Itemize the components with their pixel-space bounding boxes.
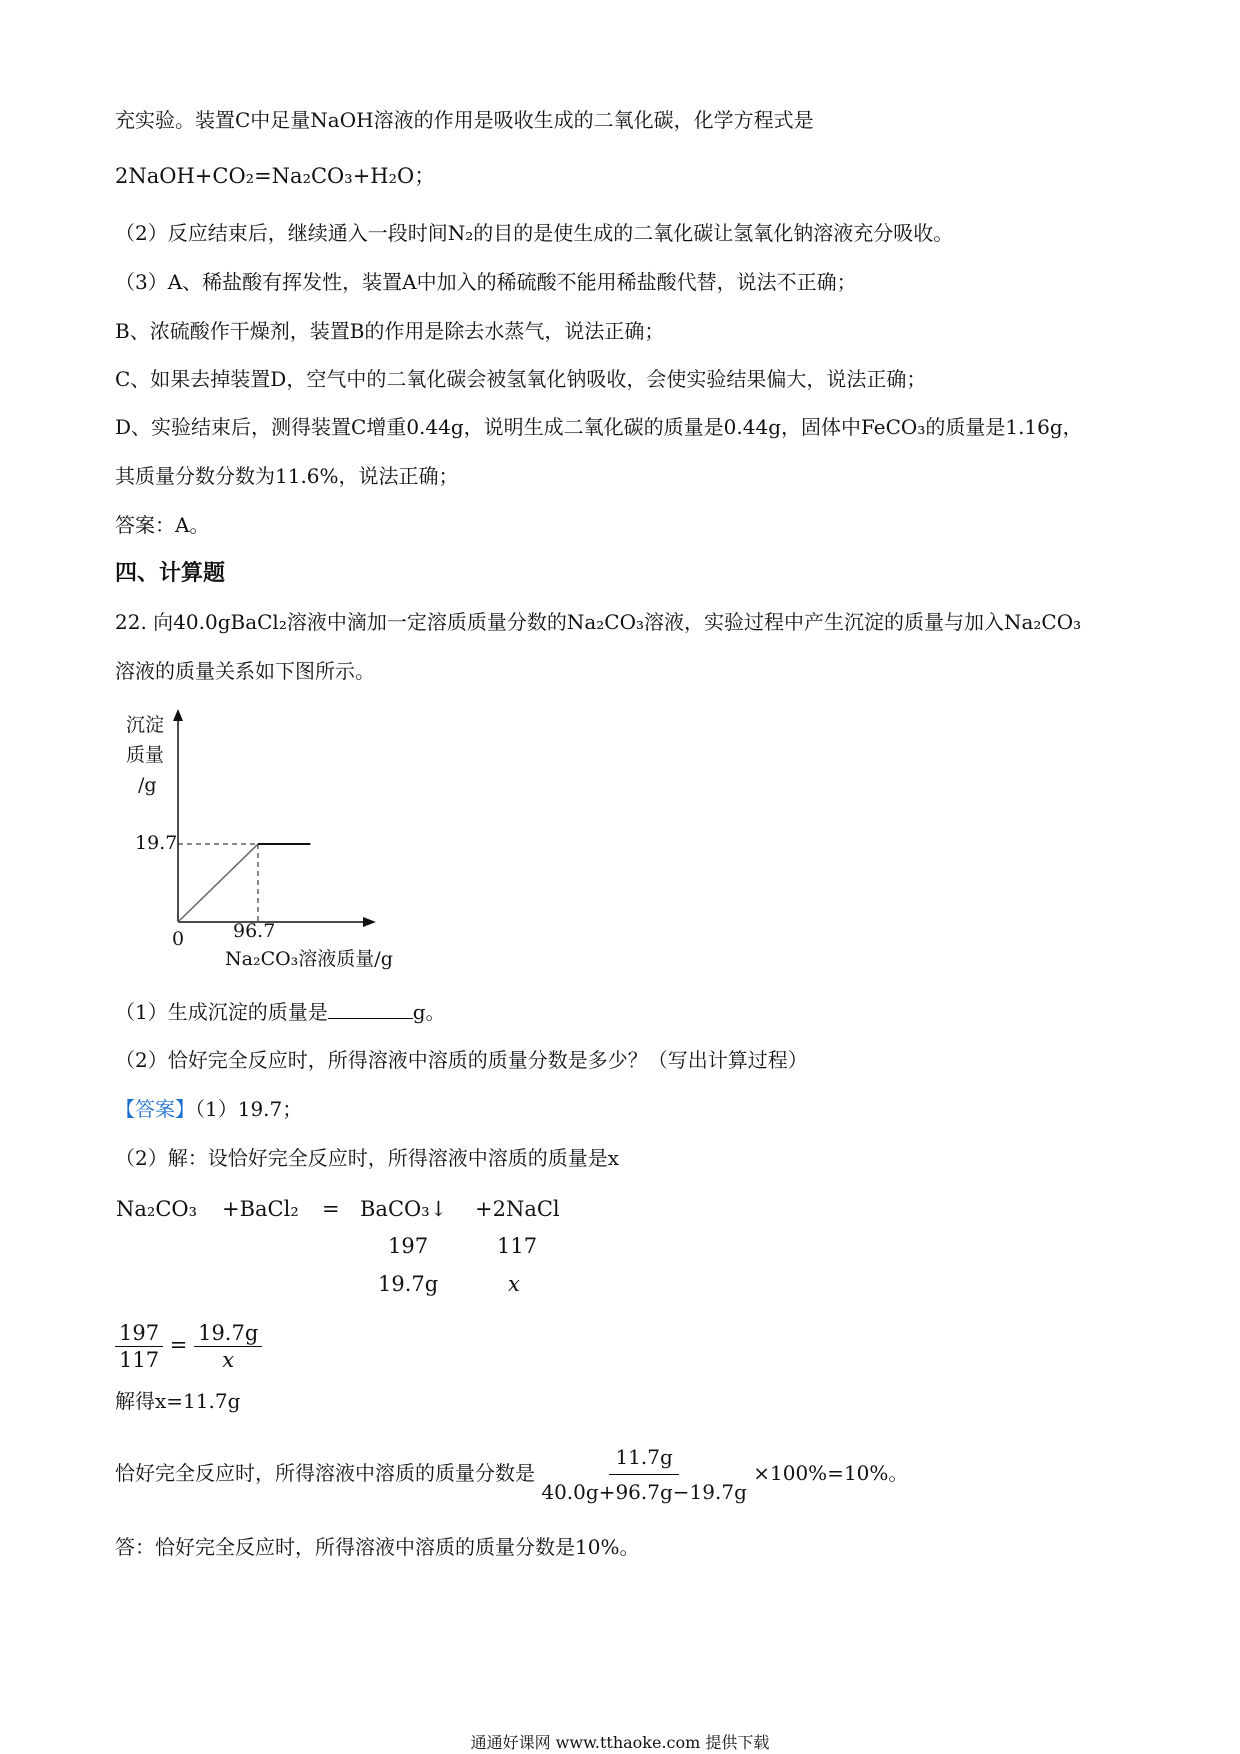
equals: =	[322, 1197, 340, 1221]
numerator: 19.7g	[194, 1320, 262, 1347]
precipitate-chart	[110, 705, 410, 975]
origin-label: 0	[172, 928, 185, 950]
question-part-1	[115, 999, 446, 1025]
text-line: 其质量分数分数为11.6%，说法正确；	[115, 464, 459, 488]
text: ×100%=10%。	[753, 1461, 909, 1485]
text-line: B、浓硫酸作干燥剂，装置B的作用是除去水蒸气，说法正确；	[115, 319, 665, 343]
fraction	[541, 1440, 747, 1509]
solve-line: 解得x=11.7g	[115, 1389, 241, 1413]
product: BaCO₃↓	[360, 1197, 448, 1221]
x-tick-label: 96.7	[233, 920, 276, 942]
final-answer: 答：恰好完全反应时，所得溶液中溶质的质量分数是10%。	[115, 1535, 640, 1559]
text-line: C、如果去掉装置D，空气中的二氧化碳会被氢氧化钠吸收，会使实验结果偏大，说法正确；	[115, 367, 927, 391]
question-part-2: （2）恰好完全反应时，所得溶液中溶质的质量分数是多少？（写出计算过程）	[115, 1048, 808, 1072]
question-text: 溶液的质量关系如下图所示。	[115, 659, 375, 683]
text-line: D、实验结束后，测得装置C增重0.44g，说明生成二氧化碳的质量是0.44g，固体中FeCO₃的质量是1.16g，	[115, 415, 1083, 439]
y-label-2: 质量	[126, 744, 165, 766]
x-axis-arrow-icon	[363, 917, 376, 927]
proportion	[115, 1320, 262, 1373]
y-tick-label: 19.7	[135, 832, 178, 854]
x-label: Na₂CO₃溶液质量/g	[225, 948, 393, 970]
answer-blank	[328, 1000, 413, 1019]
molar-mass: 197	[388, 1234, 429, 1258]
percentage-line	[115, 1440, 908, 1509]
answer-line	[115, 1096, 302, 1122]
series-rising	[178, 844, 258, 922]
unknown: x	[508, 1272, 520, 1296]
answer-tag: 【答案】	[115, 1097, 195, 1121]
product: +2NaCl	[475, 1197, 560, 1221]
text-line: 答案：A。	[115, 513, 210, 537]
reactant: Na₂CO₃	[116, 1197, 198, 1221]
text-line: （3）A、稀盐酸有挥发性，装置A中加入的稀硫酸不能用稀盐酸代替，说法不正确；	[115, 270, 857, 294]
section-heading: 四、计算题	[115, 561, 226, 586]
answer-line: （2）解：设恰好完全反应时，所得溶液中溶质的质量是x	[115, 1146, 620, 1170]
equation: 2NaOH+CO₂=Na₂CO₃+H₂O；	[115, 164, 436, 188]
mass: 19.7g	[378, 1272, 439, 1296]
text-line: （2）反应结束后，继续通入一段时间N₂的目的是使生成的二氧化碳让氢氧化钠溶液充分吸收。	[115, 221, 954, 245]
footer: 通通好课网 www.tthaoke.com 提供下载	[470, 1733, 770, 1752]
reactant: +BaCl₂	[222, 1197, 299, 1221]
y-label-1: 沉淀	[126, 714, 165, 736]
text: （1）19.7；	[195, 1097, 303, 1121]
text: （1）生成沉淀的质量是	[115, 1000, 328, 1024]
denominator: 40.0g+96.7g−19.7g	[541, 1480, 747, 1504]
molar-mass: 117	[497, 1234, 538, 1258]
text-line: 充实验。装置C中足量NaOH溶液的作用是吸收生成的二氧化碳，化学方程式是	[115, 108, 814, 132]
text: 恰好完全反应时，所得溶液中溶质的质量分数是	[115, 1461, 535, 1485]
denominator: x	[222, 1348, 235, 1372]
fraction	[115, 1320, 163, 1373]
text: g。	[412, 1000, 446, 1024]
question-text: 22. 向40.0gBaCl₂溶液中滴加一定溶质质量分数的Na₂CO₃溶液，实验过程中产生沉淀的质量与加入Na₂CO₃	[115, 610, 1082, 634]
numerator: 11.7g	[609, 1440, 678, 1475]
equals: =	[169, 1333, 188, 1357]
numerator: 197	[115, 1320, 163, 1347]
fraction	[194, 1320, 262, 1373]
y-axis-arrow-icon	[173, 709, 183, 721]
y-label-3: /g	[138, 774, 157, 796]
denominator: 117	[119, 1348, 160, 1372]
